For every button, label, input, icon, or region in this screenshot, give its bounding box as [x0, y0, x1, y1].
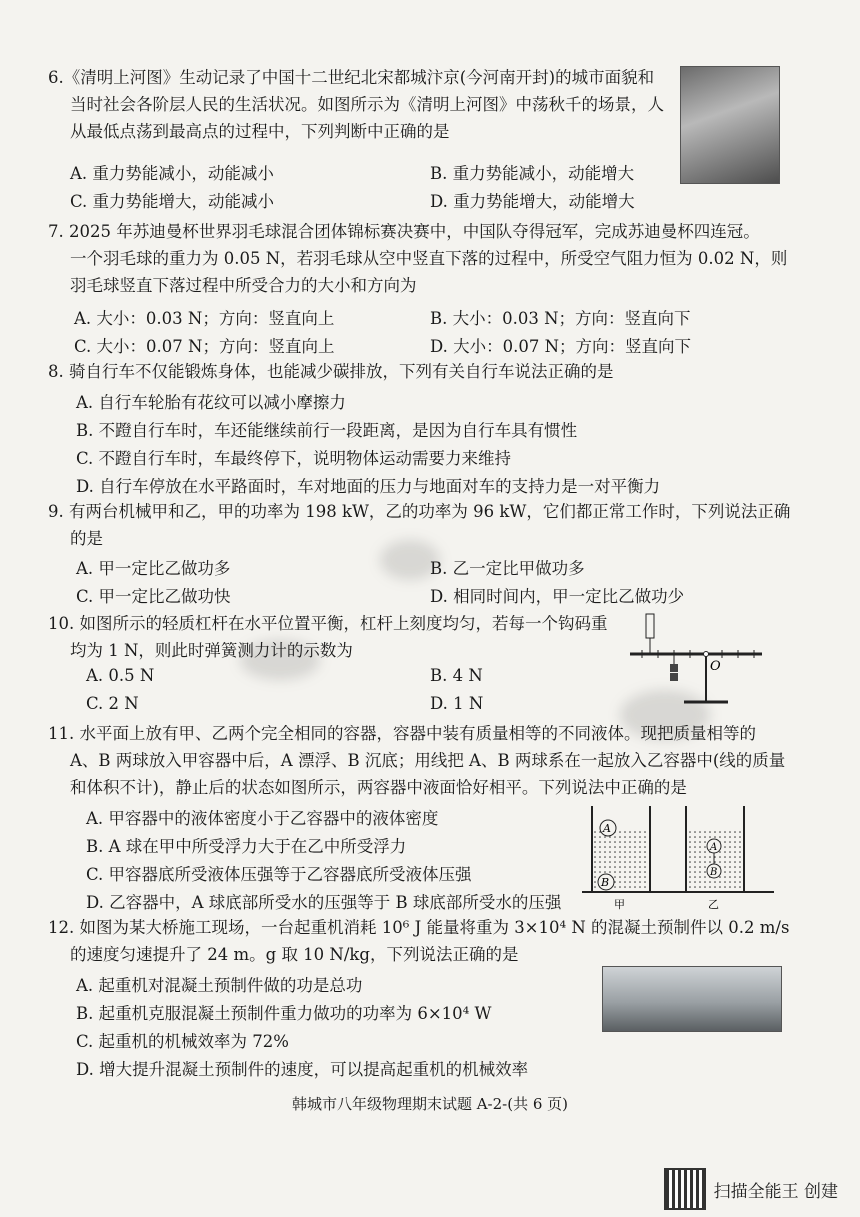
q12-line-1: 12. 如图为某大桥施工现场，一台起重机消耗 10⁶ J 能量将重为 3×10⁴ N 的混凝土预制件以 0.2 m/s: [48, 918, 790, 937]
q10-line-2: 均为 1 N，则此时弹簧测力计的示数为: [70, 641, 353, 660]
q7-option-c: C. 大小：0.07 N；方向：竖直向上: [74, 337, 335, 356]
question-8: [48, 358, 838, 385]
containers-figure: [578, 800, 778, 912]
q9-line-2: 的是: [70, 529, 103, 548]
q9-option-c: C. 甲一定比乙做功快: [76, 587, 231, 606]
q12-option-c: C. 起重机的机械效率为 72%: [76, 1032, 289, 1051]
q7-line-3: 羽毛球竖直下落过程中所受合力的大小和方向为: [70, 276, 417, 295]
lever-figure: [622, 610, 772, 710]
q11-option-b: B. A 球在甲中所受浮力大于在乙中所受浮力: [86, 837, 407, 856]
scanner-label: 扫描全能王 创建: [713, 1181, 838, 1202]
q6-line-2: 当时社会各阶层人民的生活状况。如图所示为《清明上河图》中荡秋千的场景，人: [70, 95, 664, 114]
q11-option-c: C. 甲容器底所受液体压强等于乙容器底所受液体压强: [86, 865, 472, 884]
q11-option-d: D. 乙容器中，A 球底部所受水的压强等于 B 球底部所受水的压强: [86, 893, 562, 912]
page-footer: 韩城市八年级物理期末试题 A-2-(共 6 页): [291, 1095, 569, 1113]
q9-option-d: D. 相同时间内，甲一定比乙做功少: [430, 587, 685, 606]
q8-option-b: B. 不蹬自行车时，车还能继续前行一段距离，是因为自行车具有惯性: [76, 421, 578, 440]
q12-line-2: 的速度匀速提升了 24 m。g 取 10 N/kg，下列说法正确的是: [70, 945, 519, 964]
q11-line-3: 和体积不计)，静止后的状态如图所示，两容器中液面恰好相平。下列说法中正确的是: [70, 778, 687, 797]
ball-b-left: B: [601, 876, 610, 889]
q6-option-a: A. 重力势能减小，动能减小: [70, 164, 274, 183]
question-9: [48, 498, 838, 552]
scanner-watermark: [664, 1168, 838, 1210]
q7-line-2: 一个羽毛球的重力为 0.05 N，若羽毛球从空中竖直下落的过程中，所受空气阻力恒为 0.02 N，则: [70, 249, 788, 268]
q11-option-a: A. 甲容器中的液体密度小于乙容器中的液体密度: [86, 809, 439, 828]
q12-option-b: B. 起重机克服混凝土预制件重力做功的功率为 6×10⁴ W: [76, 1004, 492, 1023]
q11-line-2: A、B 两球放入甲容器中后，A 漂浮、B 沉底；用线把 A、B 两球系在一起放入乙容器中(线的质量: [70, 751, 786, 770]
q7-line-1: 7. 2025 年苏迪曼杯世界羽毛球混合团体锦标赛决赛中，中国队夺得冠军，完成苏迪曼杯四连冠。: [48, 222, 760, 241]
container-left-label: 甲: [614, 898, 625, 911]
q7-option-d: D. 大小：0.07 N；方向：竖直向下: [430, 337, 692, 356]
q12-option-a: A. 起重机对混凝土预制件做的功是总功: [76, 976, 363, 995]
q6-option-b: B. 重力势能减小，动能增大: [430, 164, 635, 183]
question-11: [48, 720, 838, 801]
ball-b-right: B: [710, 867, 718, 878]
q10-line-1: 10. 如图所示的轻质杠杆在水平位置平衡，杠杆上刻度均匀，若每一个钩码重: [48, 614, 608, 633]
ball-a-left: A: [603, 822, 611, 835]
q8-option-a: A. 自行车轮胎有花纹可以减小摩擦力: [76, 393, 346, 412]
ball-a-right: A: [710, 842, 718, 853]
q10-option-a: A. 0.5 N: [86, 666, 155, 685]
q8-line-1: 8. 骑自行车不仅能锻炼身体，也能减少碳排放，下列有关自行车说法正确的是: [48, 362, 614, 381]
q8-option-c: C. 不蹬自行车时，车最终停下，说明物体运动需要力来维持: [76, 449, 512, 468]
q10-option-c: C. 2 N: [86, 694, 139, 713]
container-right-label: 乙: [708, 898, 719, 911]
q6-option-d: D. 重力势能增大，动能增大: [430, 192, 635, 211]
q8-option-d: D. 自行车停放在水平路面时，车对地面的压力与地面对车的支持力是一对平衡力: [76, 477, 661, 496]
q9-option-b: B. 乙一定比甲做功多: [430, 559, 585, 578]
q9-option-a: A. 甲一定比乙做功多: [76, 559, 231, 578]
q12-option-d: D. 增大提升混凝土预制件的速度，可以提高起重机的机械效率: [76, 1060, 529, 1079]
q11-line-1: 11. 水平面上放有甲、乙两个完全相同的容器，容器中装有质量相等的不同液体。现把质量相等的: [48, 724, 756, 743]
swing-painting-image: [680, 66, 780, 184]
q6-option-c: C. 重力势能增大，动能减小: [70, 192, 275, 211]
q6-line-1: 6.《清明上河图》生动记录了中国十二世纪北宋都城汴京(今河南开封)的城市面貌和: [48, 68, 655, 87]
q9-line-1: 9. 有两台机械甲和乙，甲的功率为 198 kW，乙的功率为 96 kW，它们都正常工作时，下列说法正确: [48, 502, 791, 521]
q7-option-b: B. 大小：0.03 N；方向：竖直向下: [430, 309, 691, 328]
crane-photo: [602, 966, 782, 1032]
q10-option-b: B. 4 N: [430, 666, 483, 685]
question-12: [48, 914, 838, 968]
q10-option-d: D. 1 N: [430, 694, 484, 713]
qr-code-icon: [664, 1168, 706, 1210]
q7-option-a: A. 大小：0.03 N；方向：竖直向上: [74, 309, 335, 328]
question-7: [48, 218, 838, 299]
q6-line-3: 从最低点荡到最高点的过程中，下列判断中正确的是: [70, 122, 450, 141]
pivot-label: O: [710, 659, 721, 674]
